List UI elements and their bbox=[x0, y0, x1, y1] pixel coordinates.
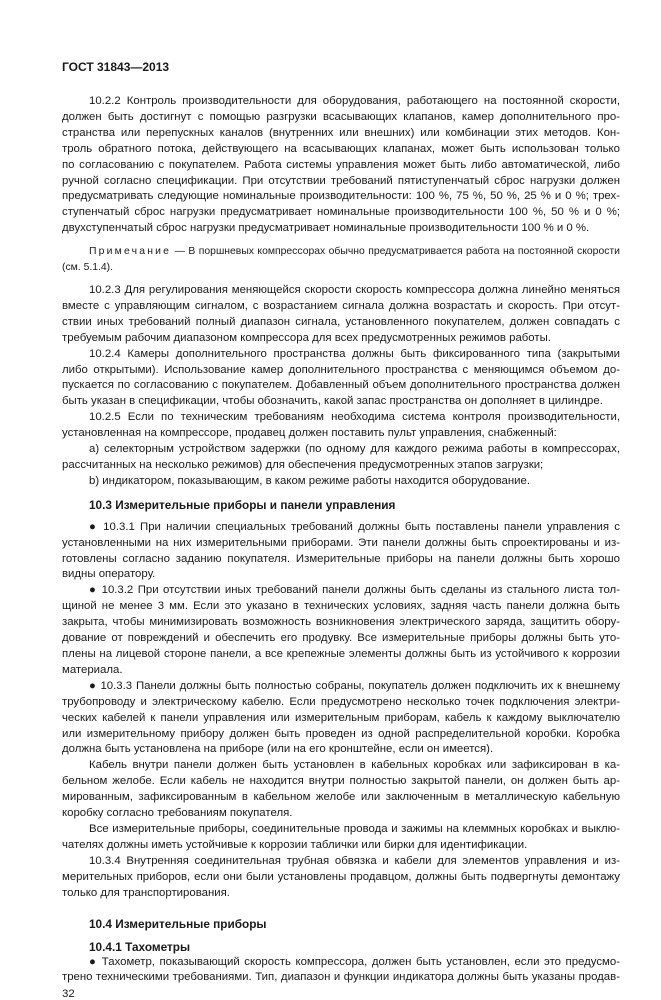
text-line: по согласованию с покупателем. Работа системы управления может быть либо автоматической, либо bbox=[62, 158, 620, 171]
text-line: а) селекторным устройством задержки (по одному для каждого режима работы в компрессорах, bbox=[89, 443, 620, 456]
text-line: двухступенчатый сброс нагрузки предусматривает номинальные производительности 100 % и 0 %. bbox=[62, 222, 590, 235]
text-line: вместе с управляющим сигналом, с возрастанием сигнала должна возрастать и скорость. При отсут- bbox=[62, 299, 620, 312]
spacer bbox=[62, 932, 620, 939]
text-line: ческих кабелей к панели управления или измерительным приборам, кабель к каждому выключателю bbox=[62, 711, 620, 724]
text-line bbox=[62, 244, 620, 260]
paragraph bbox=[62, 283, 620, 347]
text-line: Кабель внутри панели должен быть установлен в кабельных коробках или зафиксирован в ка- bbox=[89, 759, 620, 772]
paragraph bbox=[62, 758, 620, 822]
section-heading: 10.4.1 Тахометры bbox=[89, 939, 191, 954]
text-line: готовлены согласно заданию покупателя. Измерительные приборы на панели должны быть хорошо bbox=[62, 552, 620, 565]
text-line: троль обратного потока, действующего на всасывающих клапанах, может быть использован только bbox=[62, 142, 620, 155]
paragraph bbox=[62, 679, 620, 759]
page-number: 32 bbox=[62, 988, 75, 1000]
text-line: ● 10.3.2 При отсутствии иных требований панели должны быть сделаны из стального листа тол- bbox=[89, 584, 620, 597]
text-line: ручной согласно спецификации. При отсутствии требований пятиступенчатый сброс нагрузки должен bbox=[62, 174, 620, 187]
text-line: только для транспортирования. bbox=[62, 886, 230, 899]
text-line: дование от повреждений и обеспечить его продувку. Все измерительные приборы должны быть уто- bbox=[62, 632, 620, 645]
paragraph bbox=[62, 955, 620, 987]
text-line: закрыта, чтобы минимизировать возможность возникновения электрического заряда, защитить обору- bbox=[62, 616, 620, 629]
text-line: b) индикатором, показывающим, в каком режиме работы находится оборудование. bbox=[89, 474, 531, 487]
spacer bbox=[62, 490, 620, 497]
paragraph bbox=[62, 520, 620, 584]
text-line: ● 10.3.3 Панели должны быть полностью собраны, покупатель должен подключить их к внешнему bbox=[89, 679, 620, 692]
text-line: щиной не менее 3 мм. Если это указано в технических условиях, задняя часть панели должна быть bbox=[62, 600, 620, 613]
paragraph bbox=[62, 442, 620, 474]
text-line: 10.2.4 Камеры дополнительного пространства должны быть фиксированного типа (закрытыми bbox=[89, 347, 620, 360]
text-line: ● 10.3.1 При наличии специальных требований должны быть поставлены панели управления с bbox=[89, 520, 620, 533]
text-line: Все измерительные приборы, соединительные провода и зажимы на клеммных коробках и выклю- bbox=[89, 822, 620, 835]
spacer bbox=[62, 513, 620, 520]
text-line: трубопроводу и электрическому кабелю. Если предусмотрено несколько точек подключения электри- bbox=[62, 695, 620, 708]
paragraph bbox=[62, 94, 620, 237]
text-line: бельном желобе. Если кабель не находится внутри полностью закрытой панели, он должен быть ар- bbox=[62, 775, 620, 788]
note-label: Примечание bbox=[89, 246, 172, 258]
note-text: — В поршневых компрессорах обычно предусматривается работа на постоянной скорости bbox=[171, 246, 620, 258]
document-page bbox=[62, 60, 620, 1000]
text-line: должна быть установлена на приборе (или на его кронштейне, если он имеется). bbox=[62, 743, 494, 756]
text-line: видны оператору. bbox=[62, 568, 156, 581]
spacer bbox=[62, 276, 620, 283]
text-line: мированным, зафиксированным в кабельном желобе или заключенным в металлическую кабельную bbox=[62, 791, 620, 804]
document-header: ГОСТ 31843—2013 bbox=[62, 60, 170, 74]
paragraph bbox=[62, 474, 620, 490]
spacer bbox=[62, 909, 620, 916]
text-line: мерительных приборов, если они были установлены продавцом, должны быть подвергнуты демонтажу bbox=[62, 870, 620, 883]
paragraph bbox=[62, 583, 620, 678]
note-paragraph bbox=[62, 244, 620, 276]
text-line: ствии иных требований полный диапазон сигнала, установленного покупателем, должен совпадать с bbox=[62, 315, 620, 328]
text-line: ступенчатый сброс нагрузки предусматривает номинальные производительности 100 %, 50 % и 0 %; bbox=[62, 206, 620, 219]
text-line: 10.2.3 Для регулирования меняющейся скорости скорость компрессора должна линейно меняться bbox=[89, 283, 620, 296]
text-line: коробку согласно требованиям покупателя. bbox=[62, 807, 293, 820]
section-heading: 10.4 Измерительные приборы bbox=[89, 916, 267, 931]
paragraph bbox=[62, 410, 620, 442]
text-line: установленными на них измерительными приборами. Эти панели должны быть спроектированы и из- bbox=[62, 536, 620, 549]
spacer bbox=[62, 902, 620, 909]
text-line: 10.3.4 Внутренняя соединительная трубная обвязка и кабели для элементов управления и из- bbox=[89, 854, 620, 867]
text-line: странства или перепускных каналов (внутренних или внешних) или комбинации этих методов. Кон- bbox=[62, 126, 620, 139]
spacer bbox=[62, 237, 620, 244]
text-line: установленная на компрессоре, продавец должен поставить пульт управления, снабженный: bbox=[62, 427, 557, 440]
section-heading: 10.3 Измерительные приборы и панели управления bbox=[89, 497, 396, 512]
text-line: либо открытыми). Использование камер дополнительного пространства с меняющимся объемом до- bbox=[62, 363, 620, 376]
text-line: 10.2.2 Контроль производительности для оборудования, работающего на постоянной скорости, bbox=[89, 95, 620, 107]
document-body bbox=[62, 94, 620, 986]
text-line: требуемым рабочим диапазоном компрессора для всех предусмотренных режимов работы. bbox=[62, 331, 551, 344]
text-line: трено техническими требованиями. Тип, диапазон и функции индикатора должны быть указаны продав- bbox=[62, 971, 620, 984]
text-line: 10.2.5 Если по техническим требованиям необходима система контроля производительности, bbox=[89, 411, 620, 424]
text-line: быть указан в спецификации, чтобы обозначить, какой запас пространства он дополняет в цилиндре. bbox=[62, 395, 603, 408]
text-line: или измерительному прибору должен быть проведен из одной распределительной коробки. Коробка bbox=[62, 727, 620, 740]
text-line: материала. bbox=[62, 663, 123, 676]
paragraph bbox=[62, 822, 620, 854]
text-line: ● Тахометр, показывающий скорость компрессора, должен быть установлен, если это предусмо- bbox=[89, 955, 620, 968]
text-line: рассчитанных на несколько режимов) для обеспечения предусмотренных этапов загрузки; bbox=[62, 458, 544, 471]
paragraph bbox=[62, 347, 620, 411]
text-line: (см. 5.1.4). bbox=[62, 262, 114, 274]
text-line: должен быть достигнут с помощью разгрузки всасывающих клапанов, камер дополнительного про- bbox=[62, 110, 620, 123]
text-line: плены на лицевой стороне панели, а все крепежные элементы должны быть из устойчивого к коррозии bbox=[62, 648, 620, 660]
text-line: чателях должны иметь устойчивые к коррозии таблички или бирки для идентификации. bbox=[62, 838, 528, 851]
text-line: предусматривать следующие номинальные производительности: 100 %, 75 %, 50 %, 25 % и 0 %; трех- bbox=[62, 190, 620, 203]
paragraph bbox=[62, 854, 620, 902]
text-line: пускается по согласованию с покупателем. Добавленный объем дополнительного пространства должен bbox=[62, 379, 620, 392]
